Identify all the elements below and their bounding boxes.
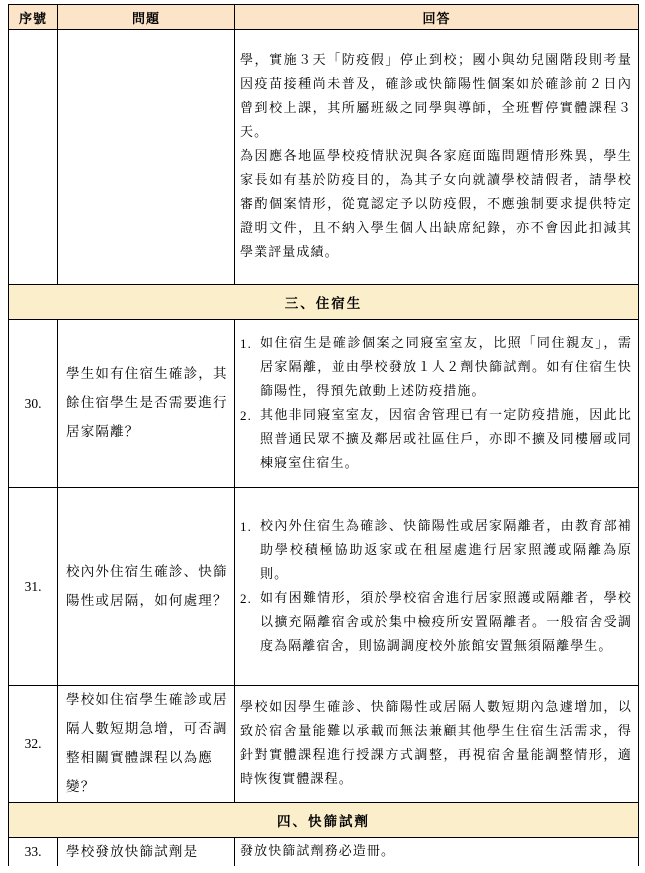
answer-paragraph: 為因應各地區學校疫情狀況與各家庭面臨問題情形殊異，學生家長如有基於防疫目的，為其子女向就讀學校請假者，請學校審酌個案情形，從寬認定予以防疫假，不應強制要求提供特定證明文件，且不納入學生個人出缺席紀錄，亦不會因此扣減其學業評量成績。 <box>240 149 632 260</box>
list-number: 2. <box>240 407 252 423</box>
answer-cell: 發放快篩試劑務必造冊。 <box>235 838 639 867</box>
answer-list-item <box>240 515 632 587</box>
question-cell: 學生如有住宿生確診，其餘住宿學生是否需要進行居家隔離？ <box>58 320 235 488</box>
list-number: 1. <box>240 518 252 534</box>
table-row <box>9 30 639 285</box>
table-row <box>9 686 639 803</box>
list-number: 2. <box>240 590 252 606</box>
table-row <box>9 838 639 867</box>
row-number: 31. <box>9 488 58 686</box>
list-number: 1. <box>240 335 252 351</box>
answer-cell: 學校如因學生確診、快篩陽性或居隔人數短期內急遽增加，以致於宿舍量能難以承載而無法兼顧其他學生住宿生活需求，得針對實體課程進行授課方式調整，再視宿舍量能調整情形，適時恢復實體課程。 <box>235 686 639 803</box>
question-cell <box>58 30 235 285</box>
answer-list-item <box>240 404 632 476</box>
answer-cell <box>235 320 639 488</box>
list-text: 如住宿生是確診個案之同寢室室友，比照「同住親友」，需居家隔離，並由學校發放１人２劑快篩試劑。如有住宿生快篩陽性，得預先啟動上述防疫措施。 <box>260 335 632 399</box>
answer-paragraph: 學，實施３天「防疫假」停止到校；國小與幼兒園階段則考量因疫苗接種尚未普及，確診或快篩陽性個案如於確診前２日內曾到校上課，其所屬班級之同學與導師，全班暫停實體課程３天。 <box>240 53 632 140</box>
list-text: 其他非同寢室室友，因宿舍管理已有一定防疫措施，因此比照普通民眾不擴及鄰居或社區住戶，亦即不擴及同樓層或同棟寢室住宿生。 <box>260 407 632 471</box>
row-number: 33. <box>9 838 58 867</box>
header-answer: 回答 <box>235 5 639 30</box>
row-number: 30. <box>9 320 58 488</box>
table-row <box>9 488 639 686</box>
answer-list-item <box>240 332 632 404</box>
table-row <box>9 320 639 488</box>
section-header-row <box>9 803 639 838</box>
faq-table <box>8 4 639 866</box>
section-header-row <box>9 285 639 320</box>
list-text: 校內外住宿生為確診、快篩陽性或居家隔離者，由教育部補助學校積極協助返家或在租屋處進行居家照護或隔離為原則。 <box>260 518 632 582</box>
question-cell: 學校如住宿學生確診或居隔人數短期急增，可否調整相關實體課程以為應變？ <box>58 686 235 803</box>
header-question: 問題 <box>58 5 235 30</box>
question-cell: 校內外住宿生確診、快篩陽性或居隔，如何處理？ <box>58 488 235 686</box>
row-number: 32. <box>9 686 58 803</box>
section-title: 四、快篩試劑 <box>9 803 639 838</box>
table-header-row <box>9 5 639 30</box>
header-number: 序號 <box>9 5 58 30</box>
answer-cell <box>235 488 639 686</box>
answer-list-item <box>240 587 632 659</box>
row-number <box>9 30 58 285</box>
list-text: 如有困難情形，須於學校宿舍進行居家照護或隔離者，學校以擴充隔離宿舍或於集中檢疫所安置隔離者。一般宿舍受調度為隔離宿舍，則協調調度校外旅館安置無須隔離學生。 <box>260 590 632 654</box>
section-title: 三、住宿生 <box>9 285 639 320</box>
question-cell: 學校發放快篩試劑是 <box>58 838 235 867</box>
answer-cell <box>235 30 639 285</box>
